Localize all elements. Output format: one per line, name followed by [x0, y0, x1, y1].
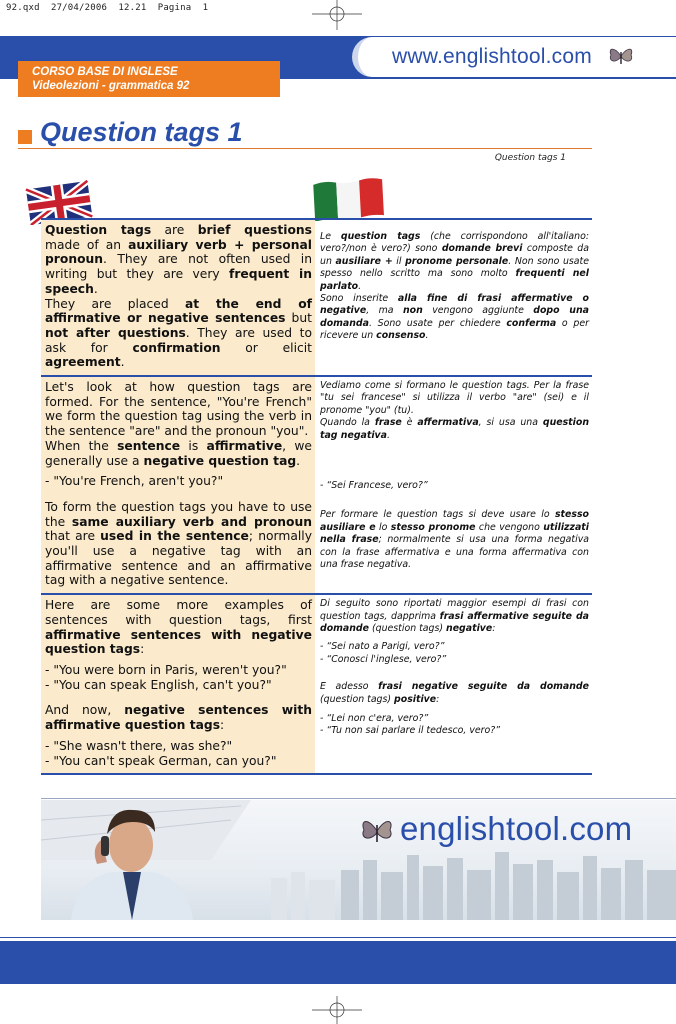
- paragraph: Vediamo come si formano le question tags. Per la frase "tu sei francese" si utilizza il verbo "are" (sei) e il pronome "you" (tu).: [320, 380, 589, 416]
- english-text-cell: [41, 220, 315, 375]
- butterfly-icon: [360, 815, 394, 847]
- paragraph: And now, negative sentences with affirmative question tags:: [45, 703, 312, 733]
- page-title: Question tags 1: [40, 117, 243, 147]
- paragraph: Le question tags (che corrispondono all'italiano: vero?/non è vero?) sono domande brevi composte da un ausiliare + il pronome personale. Non sono usate spesso nello scritto ma sono molto frequenti nel parlato.: [320, 231, 590, 292]
- italian-text-cell: [315, 377, 592, 593]
- bottom-band: [0, 941, 676, 984]
- paragraph: - “Sei Francese, vero?”: [320, 480, 428, 492]
- paragraph: - “Conosci l'inglese, vero?”: [320, 653, 447, 665]
- butterfly-icon: [608, 44, 634, 68]
- paragraph: - "You're French, aren't you?": [45, 474, 224, 489]
- paragraph: - “Sei nato a Parigi, vero?”: [320, 641, 445, 653]
- english-text-cell: [41, 377, 315, 593]
- paragraph: To form the question tags you have to use the same auxiliary verb and pronoun that are used in the sentence; normally you'll use a negative tag with an affirmative sentence and an affirmative tag with a negative sentence.: [45, 499, 312, 588]
- italian-text-cell: [315, 220, 592, 375]
- english-text-cell: [41, 595, 315, 773]
- table-row: [41, 593, 592, 775]
- title-bullet-icon: [18, 130, 32, 144]
- paragraph: Question tags are brief questions made of an auxiliary verb + personal pronoun. They are not often used in writing but they are very frequent in speech.: [45, 223, 313, 296]
- file-meta: 92.qxd 27/04/2006 12.21 Pagina 1: [6, 3, 209, 13]
- course-line-2: Videolezioni - grammatica 92: [32, 80, 190, 92]
- course-label: [18, 61, 280, 97]
- table-row: [41, 375, 592, 593]
- site-url[interactable]: www.englishtool.com: [392, 45, 592, 68]
- registration-mark-top-icon: [312, 0, 362, 30]
- paragraph: Per formare le question tags si deve usare lo stesso ausiliare e lo stesso pronome che vengono utilizzati nella frase; normalmente si usa una forma negativa con la frase affermativa e una forma affermativa con una frase negativa.: [320, 509, 589, 571]
- course-line-1: CORSO BASE DI INGLESE: [32, 66, 178, 78]
- paragraph: They are placed at the end of affirmative or negative sentences but not after questions. They are used to ask for confirmation or elicit agreement.: [45, 296, 313, 370]
- table-row: [41, 218, 592, 375]
- paragraph: - "She wasn't there, was she?": [45, 738, 233, 753]
- paragraph: - “Lei non c'era, vero?”: [320, 713, 429, 725]
- paragraph: Here are some more examples of sentences with question tags, first affirmative sentences with negative question tags:: [45, 598, 312, 657]
- subtitle: Question tags 1: [494, 153, 566, 163]
- banner-logo[interactable]: englishtool.com: [400, 810, 633, 847]
- paragraph: Sono inserite alla fine di frasi affermative o negative, ma non vengono aggiunte dopo una domanda. Sono usate per chiedere conferma o per ricevere un consenso.: [320, 293, 589, 342]
- paragraph: Let's look at how question tags are formed. For the sentence, "You're French" we form the question tag using the verb in the sentence "are" and the pronoun "you".: [45, 380, 312, 439]
- content-table: [41, 218, 592, 775]
- paragraph: Quando la frase è affermativa, si usa una question tag negativa.: [320, 417, 589, 441]
- paragraph: - "You were born in Paris, weren't you?": [45, 662, 287, 677]
- registration-mark-bottom-icon: [312, 996, 362, 1024]
- paragraph: E adesso frasi negative seguite da domande (question tags) positive:: [320, 681, 589, 705]
- paragraph: - "You can speak English, can't you?": [45, 677, 272, 692]
- italian-flag-icon: [311, 175, 387, 221]
- italian-text-cell: [315, 595, 592, 773]
- paragraph: - "You can't speak German, can you?": [45, 753, 277, 768]
- paragraph: - “Tu non sai parlare il tedesco, vero?”: [320, 725, 501, 737]
- paragraph: Di seguito sono riportati maggior esempi di frasi con question tags, dapprima frasi affermative seguite da domande (question tags) negative:: [320, 598, 589, 634]
- paragraph: When the sentence is affirmative, we generally use a negative question tag.: [45, 438, 312, 468]
- title-divider: [18, 148, 592, 149]
